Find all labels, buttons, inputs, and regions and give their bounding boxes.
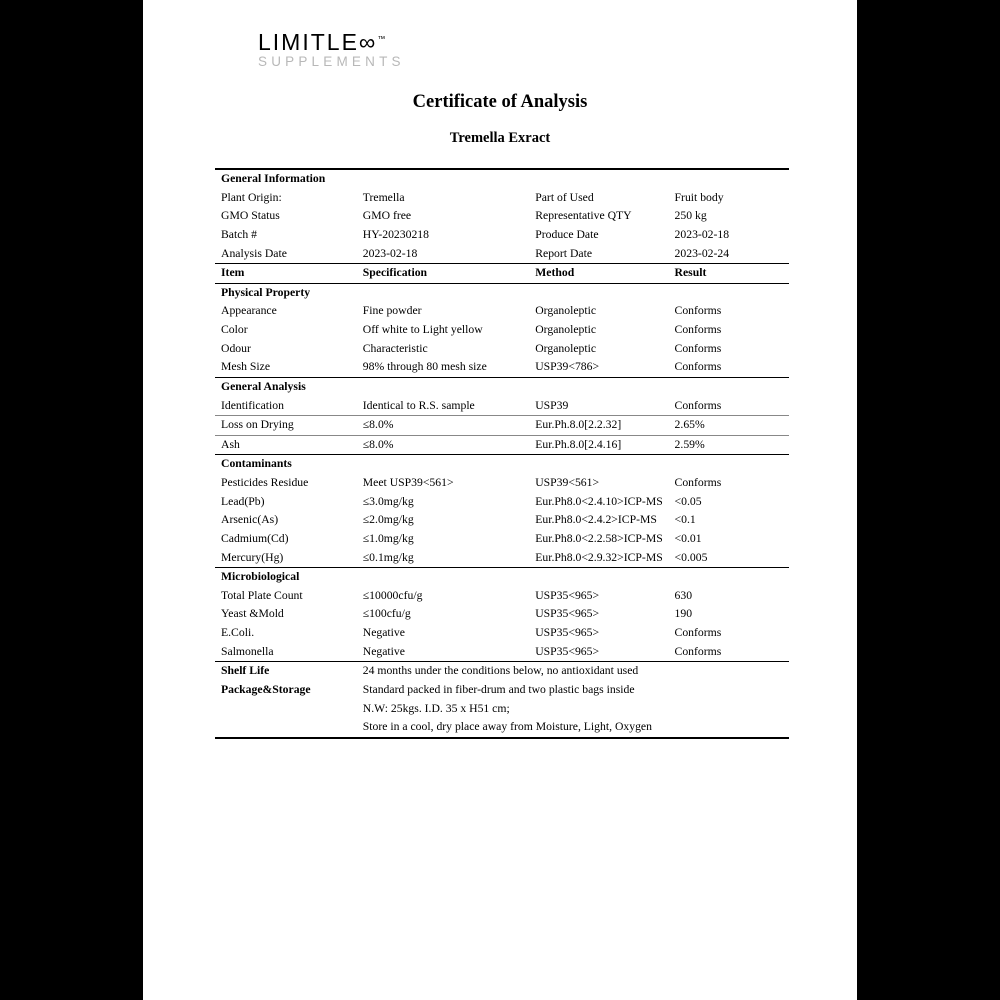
table-row-package-storage: [215, 681, 789, 700]
row-item: Total Plate Count: [221, 588, 303, 602]
row-item: Loss on Drying: [215, 416, 363, 436]
row-item: Color: [221, 323, 248, 336]
table-row: [215, 643, 789, 662]
row-spec: ≤2.0mg/kg: [362, 513, 414, 527]
gi-value-2: GMO free: [362, 209, 412, 223]
row-spec: ≤8.0%: [363, 416, 535, 436]
logo-sub-text: SUPPLEMENTS: [258, 54, 405, 70]
section-label-general-analysis: General Analysis: [215, 377, 363, 396]
row-result: 2.65%: [675, 416, 789, 436]
table-header-row: [215, 264, 789, 284]
gi-value-3: HY-20230218: [362, 227, 429, 241]
row-result: Conforms: [674, 323, 722, 336]
row-method: Eur.Ph8.0<2.4.2>ICP-MS: [535, 513, 657, 527]
gi-value2-2: 250 kg: [674, 209, 707, 223]
table-row-section-physical-property: [215, 283, 789, 302]
table-row: [215, 358, 789, 377]
row-method: USP39: [535, 398, 569, 412]
row-item: Cadmium(Cd): [221, 531, 289, 545]
row-result: Conforms: [674, 398, 722, 412]
row-result: <0.1: [674, 513, 696, 527]
row-method: USP39<786>: [535, 360, 600, 374]
logo-trademark-icon: ™: [377, 34, 386, 44]
gi-value2-1: Fruit body: [674, 190, 724, 204]
column-header-result: Result: [675, 264, 789, 284]
row-spec: Fine powder: [362, 304, 422, 318]
row-spec: ≤10000cfu/g: [362, 588, 423, 602]
table-row: [215, 435, 789, 455]
row-item: E.Coli.: [221, 626, 255, 639]
table-row: [215, 624, 789, 643]
row-method: USP35<965>: [535, 626, 600, 639]
table-row: [215, 245, 789, 264]
table-row-shelf-life: [215, 662, 789, 681]
row-item: Mesh Size: [221, 360, 271, 374]
row-result: <0.005: [674, 550, 708, 564]
table-row: [215, 207, 789, 226]
row-item: Arsenic(As): [221, 513, 279, 527]
page-title: Certificate of Analysis: [412, 92, 588, 112]
gi-label2-3: Produce Date: [535, 227, 599, 241]
package-storage-line3: Store in a cool, dry place away from Moisture, Light, Oxygen: [363, 718, 789, 738]
package-storage-line2: N.W: 25kgs. I.D. 35 x H51 cm;: [362, 701, 510, 715]
row-result: Conforms: [674, 476, 722, 489]
row-method: Eur.Ph8.0<2.2.58>ICP-MS: [535, 531, 663, 545]
row-spec: 98% through 80 mesh size: [362, 360, 487, 374]
table-row: [215, 530, 789, 549]
section-label-contaminants: Contaminants: [215, 455, 363, 474]
gi-label2-1: Part of Used: [535, 190, 594, 204]
table-row: [215, 397, 789, 416]
row-item: Appearance: [221, 304, 277, 318]
section-label-physical-property: Physical Property: [215, 283, 363, 302]
row-spec: Off white to Light yellow: [362, 323, 483, 336]
coa-table: [215, 168, 789, 739]
logo-brand-text: [258, 30, 528, 54]
row-method: Organoleptic: [535, 304, 597, 318]
row-item: Salmonella: [221, 644, 274, 658]
row-item: Lead(Pb): [221, 494, 265, 508]
table-row: [215, 700, 789, 719]
row-spec: Negative: [362, 626, 405, 639]
section-label-general-information: General Information: [215, 169, 363, 189]
brand-logo: [258, 30, 528, 70]
table-row: [215, 340, 789, 359]
row-spec: ≤100cfu/g: [362, 607, 411, 621]
table-row: [215, 302, 789, 321]
gi-label2-4: Report Date: [535, 246, 593, 260]
row-method: Eur.Ph8.0<2.9.32>ICP-MS: [535, 550, 663, 564]
row-result: Conforms: [674, 626, 722, 639]
gi-value2-3: 2023-02-18: [674, 227, 730, 241]
table-row: [215, 605, 789, 624]
page-content: [143, 0, 857, 1000]
row-method: USP39<561>: [535, 476, 600, 489]
row-spec: Characteristic: [362, 341, 428, 355]
table-row: [215, 493, 789, 512]
table-row: [215, 718, 789, 738]
package-storage-value: Standard packed in fiber-drum and two plastic bags inside: [362, 682, 635, 696]
row-item: Mercury(Hg): [221, 550, 284, 564]
logo-brand-name: LIMITLE∞: [258, 29, 378, 55]
row-spec: Negative: [362, 644, 405, 658]
shelf-life-label: Shelf Life: [215, 662, 363, 681]
row-spec: ≤8.0%: [363, 435, 535, 455]
row-result: Conforms: [674, 304, 722, 318]
row-method: Eur.Ph.8.0[2.4.16]: [535, 435, 674, 455]
row-spec: ≤3.0mg/kg: [362, 494, 414, 508]
row-result: <0.01: [674, 531, 702, 545]
table-row-section-general-analysis: [215, 377, 789, 396]
gi-label-3: Batch #: [221, 227, 258, 241]
row-spec: ≤1.0mg/kg: [362, 531, 414, 545]
row-method: Eur.Ph8.0<2.4.10>ICP-MS: [535, 494, 663, 508]
table-row: [215, 511, 789, 530]
row-spec: Meet USP39<561>: [362, 476, 454, 489]
gi-label2-2: Representative QTY: [535, 209, 632, 223]
row-method: USP35<965>: [535, 644, 600, 658]
row-result: 2.59%: [675, 435, 789, 455]
row-item: Odour: [221, 341, 251, 355]
table-row: [215, 474, 789, 493]
document-page: [143, 0, 857, 1000]
section-label-microbiological: Microbiological: [215, 568, 363, 587]
row-result: Conforms: [674, 341, 722, 355]
row-result: <0.05: [674, 494, 702, 508]
row-item: Ash: [215, 435, 363, 455]
row-method: Organoleptic: [535, 323, 597, 336]
gi-label-4: Analysis Date: [221, 246, 287, 260]
row-method: USP35<965>: [535, 607, 600, 621]
table-row-section-general-info: [215, 169, 789, 189]
row-spec: ≤0.1mg/kg: [362, 550, 414, 564]
row-item: Pesticides Residue: [221, 476, 309, 489]
gi-value2-4: 2023-02-24: [674, 246, 730, 260]
row-item: Identification: [221, 398, 284, 412]
row-method: USP35<965>: [535, 588, 600, 602]
table-row: [215, 321, 789, 340]
shelf-life-value: 24 months under the conditions below, no antioxidant used: [363, 662, 789, 681]
table-row-section-contaminants: [215, 455, 789, 474]
page-subtitle: Tremella Exract: [449, 130, 551, 146]
table-row: [215, 587, 789, 606]
table-row: [215, 189, 789, 208]
row-item: Yeast &Mold: [221, 607, 284, 621]
row-spec: Identical to R.S. sample: [362, 398, 475, 412]
table-row: [215, 416, 789, 436]
gi-value-4: 2023-02-18: [362, 246, 418, 260]
column-header-method: Method: [535, 264, 674, 284]
table-row: [215, 226, 789, 245]
row-method: Organoleptic: [535, 341, 597, 355]
gi-value-1: Tremella: [362, 190, 405, 204]
column-header-item: Item: [215, 264, 363, 284]
row-method: Eur.Ph.8.0[2.2.32]: [535, 416, 674, 436]
row-result: Conforms: [674, 644, 722, 658]
row-result: Conforms: [674, 360, 722, 374]
gi-label-1: Plant Origin:: [221, 190, 282, 204]
table-row: [215, 549, 789, 568]
package-storage-label: Package&Storage: [221, 682, 311, 696]
column-header-specification: Specification: [363, 264, 535, 284]
gi-label-2: GMO Status: [221, 209, 280, 223]
row-result: 630: [674, 588, 693, 602]
table-row-section-microbiological: [215, 568, 789, 587]
row-result: 190: [674, 607, 693, 621]
